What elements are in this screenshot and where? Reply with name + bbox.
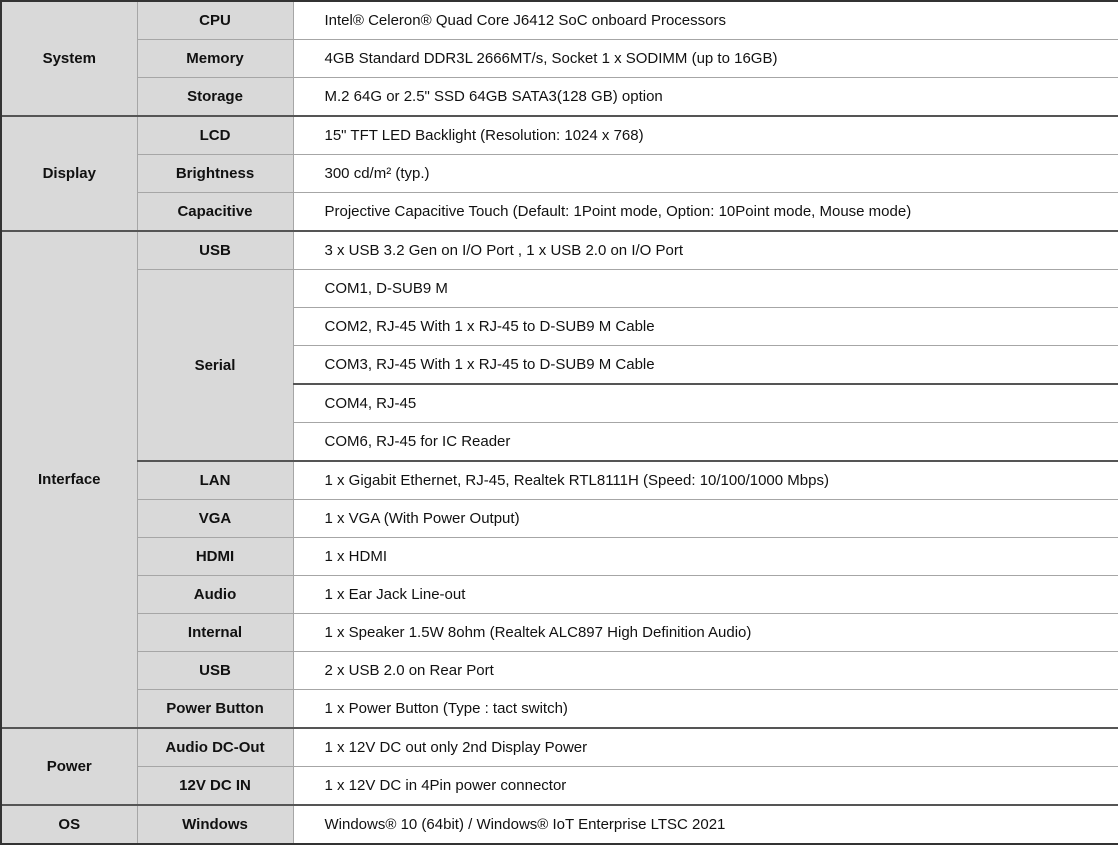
spec-value: COM6, RJ-45 for IC Reader — [293, 423, 1118, 462]
table-row — [1, 231, 1118, 270]
spec-value: 1 x Gigabit Ethernet, RJ-45, Realtek RTL8111H (Speed: 10/100/1000 Mbps) — [293, 461, 1118, 500]
spec-value: M.2 64G or 2.5" SSD 64GB SATA3(128 GB) option — [293, 78, 1118, 117]
table-row — [1, 461, 1118, 500]
spec-value: Intel® Celeron® Quad Core J6412 SoC onboard Processors — [293, 1, 1118, 40]
spec-value: 1 x 12V DC out only 2nd Display Power — [293, 728, 1118, 767]
category-power: Power — [1, 728, 137, 805]
table-row — [1, 805, 1118, 844]
table-row — [1, 193, 1118, 232]
category-interface: Interface — [1, 231, 137, 728]
spec-label: Audio — [137, 576, 293, 614]
spec-value: COM1, D-SUB9 M — [293, 270, 1118, 308]
table-row — [1, 614, 1118, 652]
table-row — [1, 728, 1118, 767]
table-row — [1, 270, 1118, 308]
spec-value: 1 x HDMI — [293, 538, 1118, 576]
spec-value: 1 x Speaker 1.5W 8ohm (Realtek ALC897 High Definition Audio) — [293, 614, 1118, 652]
category-os: OS — [1, 805, 137, 844]
spec-value: 1 x Power Button (Type : tact switch) — [293, 690, 1118, 729]
table-row — [1, 767, 1118, 806]
spec-value: Projective Capacitive Touch (Default: 1Point mode, Option: 10Point mode, Mouse mode) — [293, 193, 1118, 232]
spec-label: Brightness — [137, 155, 293, 193]
spec-label: LCD — [137, 116, 293, 155]
spec-label: 12V DC IN — [137, 767, 293, 806]
spec-label: Power Button — [137, 690, 293, 729]
spec-label: Capacitive — [137, 193, 293, 232]
spec-value: 1 x 12V DC in 4Pin power connector — [293, 767, 1118, 806]
table-row — [1, 576, 1118, 614]
spec-label: HDMI — [137, 538, 293, 576]
spec-value: 4GB Standard DDR3L 2666MT/s, Socket 1 x SODIMM (up to 16GB) — [293, 40, 1118, 78]
table-row — [1, 116, 1118, 155]
spec-label: USB — [137, 652, 293, 690]
spec-value: Windows® 10 (64bit) / Windows® IoT Enterprise LTSC 2021 — [293, 805, 1118, 844]
category-system: System — [1, 1, 137, 116]
spec-value: 3 x USB 3.2 Gen on I/O Port , 1 x USB 2.0 on I/O Port — [293, 231, 1118, 270]
spec-value: 15" TFT LED Backlight (Resolution: 1024 x 768) — [293, 116, 1118, 155]
spec-label: Memory — [137, 40, 293, 78]
spec-value: 2 x USB 2.0 on Rear Port — [293, 652, 1118, 690]
table-row — [1, 652, 1118, 690]
spec-label: Audio DC-Out — [137, 728, 293, 767]
spec-label: USB — [137, 231, 293, 270]
table-row — [1, 40, 1118, 78]
spec-label-serial: Serial — [137, 270, 293, 462]
spec-value: COM2, RJ-45 With 1 x RJ-45 to D-SUB9 M Cable — [293, 308, 1118, 346]
table-row — [1, 1, 1118, 40]
table-row — [1, 500, 1118, 538]
category-display: Display — [1, 116, 137, 231]
spec-value: 1 x Ear Jack Line-out — [293, 576, 1118, 614]
spec-label: LAN — [137, 461, 293, 500]
spec-label: CPU — [137, 1, 293, 40]
spec-value: 300 cd/m² (typ.) — [293, 155, 1118, 193]
table-row — [1, 155, 1118, 193]
spec-label: Internal — [137, 614, 293, 652]
table-row — [1, 538, 1118, 576]
spec-label: Storage — [137, 78, 293, 117]
table-row — [1, 78, 1118, 117]
spec-value: COM3, RJ-45 With 1 x RJ-45 to D-SUB9 M Cable — [293, 346, 1118, 385]
spec-label: VGA — [137, 500, 293, 538]
spec-value: 1 x VGA (With Power Output) — [293, 500, 1118, 538]
spec-value: COM4, RJ-45 — [293, 384, 1118, 423]
table-row — [1, 690, 1118, 729]
spec-label: Windows — [137, 805, 293, 844]
